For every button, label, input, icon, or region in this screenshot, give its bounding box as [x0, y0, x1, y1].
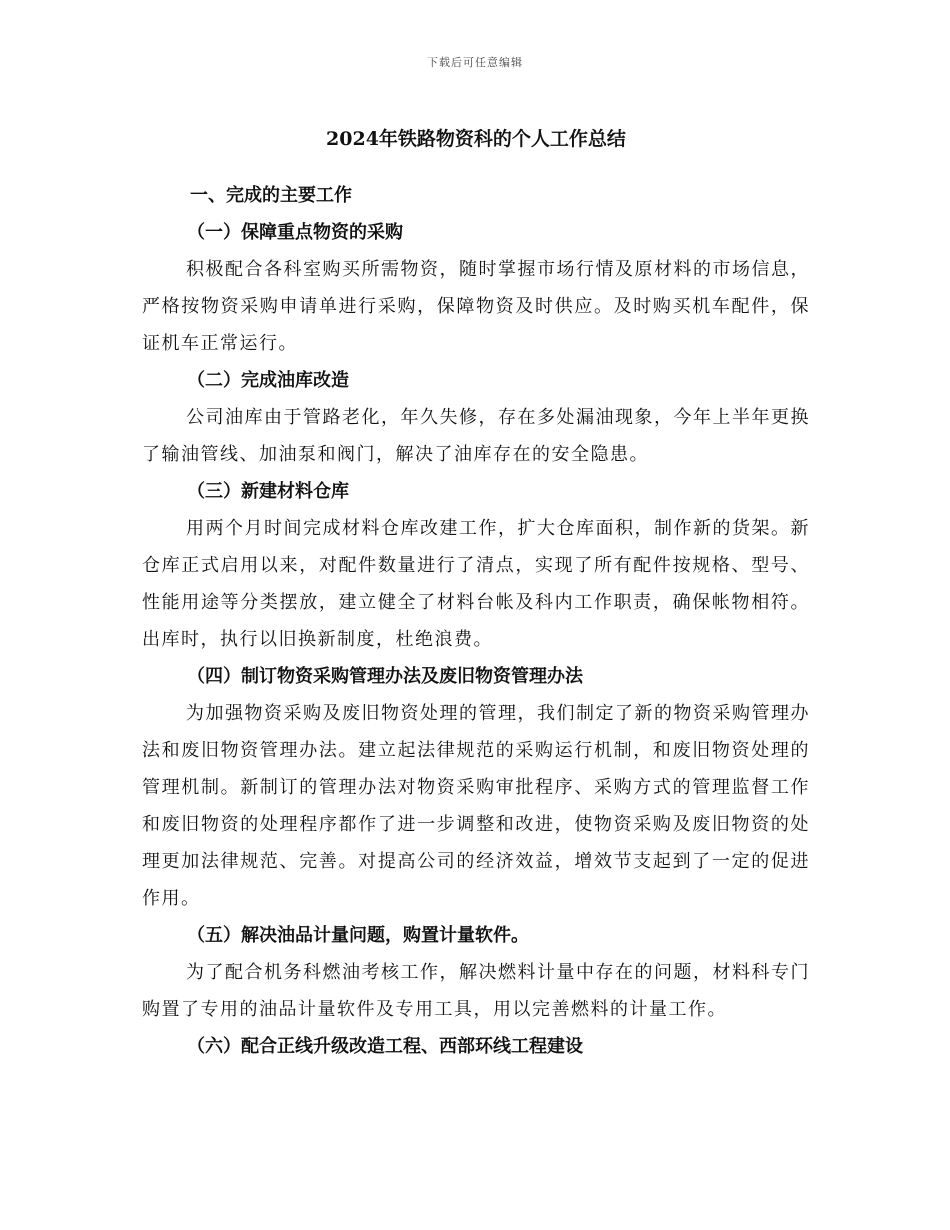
- subsection-heading-6: （六）配合正线升级改造工程、西部环线工程建设: [187, 1036, 583, 1057]
- header-note: 下载后可任意编辑: [427, 56, 523, 69]
- subsection-heading-4: （四）制订物资采购管理办法及废旧物资管理办法: [187, 666, 583, 687]
- paragraph-5: 为了配合机务科燃油考核工作，解决燃料计量中存在的问题，材料科专门购置了专用的油品计量软件及专用工具，用以完善燃料的计量工作。: [142, 962, 810, 1020]
- subsection-heading-5: （五）解决油品计量问题，购置计量软件。: [187, 925, 529, 946]
- subsection-heading-2: （二）完成油库改造: [187, 370, 349, 391]
- section-heading-main-work: 一、完成的主要工作: [190, 185, 352, 206]
- document-body: [142, 123, 810, 1065]
- subsection-heading-3: （三）新建材料仓库: [187, 481, 349, 502]
- paragraph-1: 积极配合各科室购买所需物资，随时掌握市场行情及原材料的市场信息，严格按物资采购申请单进行采购，保障物资及时供应。及时购买机车配件，保证机车正常运行。: [142, 259, 810, 354]
- subsection-heading-1: （一）保障重点物资的采购: [187, 222, 403, 243]
- paragraph-4: 为加强物资采购及废旧物资处理的管理，我们制定了新的物资采购管理办法和废旧物资管理办法。建立起法律规范的采购运行机制，和废旧物资处理的管理机制。新制订的管理办法对物资采购审批程序、采购方式的管理监督工作和废旧物资的处理程序都作了进一步调整和改进，使物资采购及废旧物资的处理更加法律规范、完善。对提高公司的经济效益，增效节支起到了一定的促进作用。: [142, 703, 810, 909]
- document-title: 2024年铁路物资科的个人工作总结: [326, 128, 626, 150]
- paragraph-2: 公司油库由于管路老化，年久失修，存在多处漏油现象，今年上半年更换了输油管线、加油泵和阀门，解决了油库存在的安全隐患。: [142, 407, 810, 465]
- paragraph-3: 用两个月时间完成材料仓库改建工作，扩大仓库面积，制作新的货架。新仓库正式启用以来，对配件数量进行了清点，实现了所有配件按规格、型号、性能用途等分类摆放，建立健全了材料台帐及科内工作职责，确保帐物相符。出库时，执行以旧换新制度，杜绝浪费。: [142, 518, 810, 650]
